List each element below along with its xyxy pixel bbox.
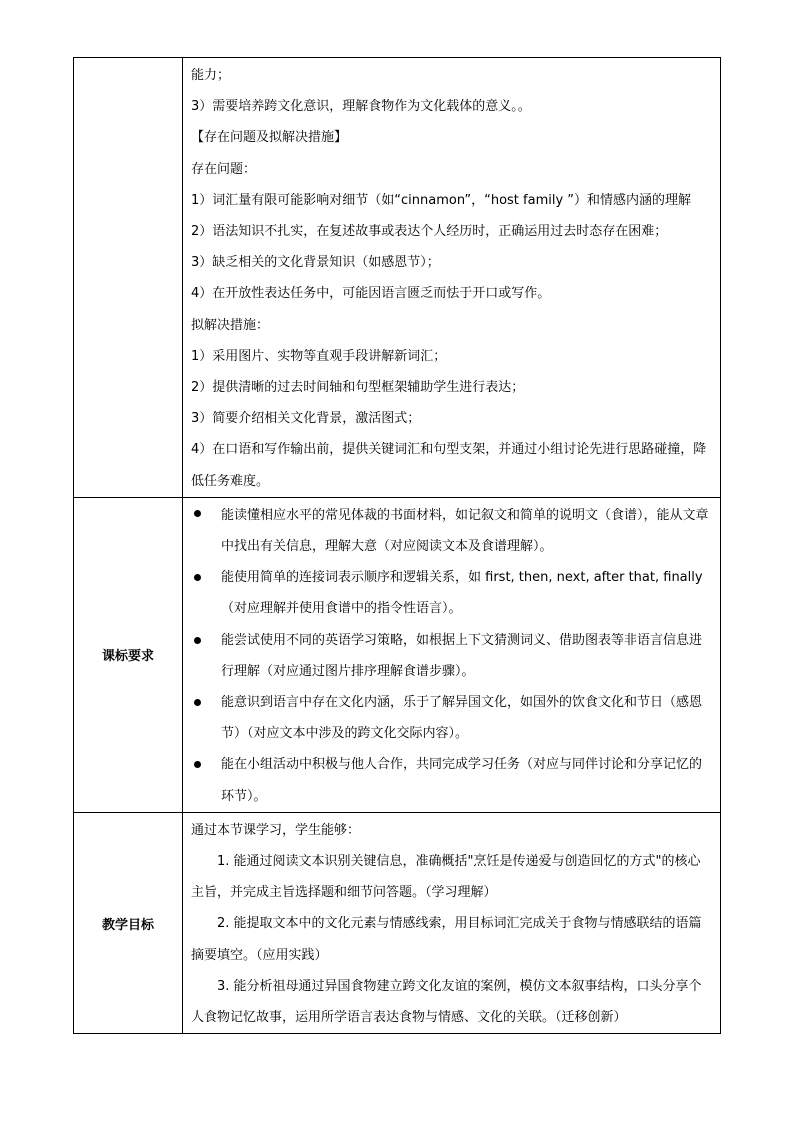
bullet-text: 能读懂相应水平的常见体裁的书面材料，如记叙文和简单的说明文（食谱），能从文章中找出有关信息，理解大意（对应阅读文本及食谱理解）。 <box>221 507 709 555</box>
bullet-icon <box>194 574 201 581</box>
bullet-text: 能意识到语言中存在文化内涵，乐于了解异国文化，如国外的饮食文化和节日（感恩节）（对应文本中涉及的跨文化交际内容）。 <box>221 695 703 742</box>
text-line: 3）需要培养跨文化意识，理解食物作为文化载体的意义。。 <box>191 99 531 115</box>
text-line: 能力； <box>191 68 231 83</box>
bullet-item <box>191 625 713 687</box>
curriculum-row <box>74 497 721 812</box>
bullet-icon <box>194 510 201 517</box>
solution-item: 2）提供清晰的过去时间轴和句型框架辅助学生进行表达； <box>191 380 525 396</box>
analysis-row <box>74 58 721 498</box>
bullet-item <box>191 687 713 749</box>
analysis-label-cell <box>74 58 183 498</box>
solution-item: 3）简要介绍相关文化背景，激活图式； <box>191 411 421 427</box>
objectives-content-cell <box>183 812 721 1033</box>
bullet-icon <box>194 761 201 768</box>
curriculum-content-cell <box>183 497 721 812</box>
bullet-item <box>191 562 713 624</box>
lesson-plan-table <box>73 57 721 1034</box>
objectives-label: 教学目标 <box>74 812 183 1033</box>
problem-item: 2）语法知识不扎实，在复述故事或表达个人经历时，正确运用过去时态存在困难； <box>191 224 668 240</box>
curriculum-label: 课标要求 <box>74 497 183 812</box>
solution-item: 1）采用图片、实物等直观手段讲解新词汇； <box>191 348 447 364</box>
problems-heading: 存在问题： <box>191 161 257 177</box>
objective-item: 1. 能通过阅读文本识别关键信息，准确概括"烹饪是传递爱与创造回忆的方式"的核心主旨，并完成主旨选择题和细节问答题。（学习理解） <box>191 854 701 901</box>
objective-item: 3. 能分析祖母通过异国食物建立跨文化友谊的案例，模仿文本叙事结构，口头分享个人食物记忆故事，运用所学语言表达食物与情感、文化的关联。（迁移创新） <box>191 978 702 1026</box>
problem-item: 4）在开放性表达任务中，可能因语言匮乏而怯于开口或写作。 <box>191 286 551 302</box>
solutions-heading: 拟解决措施： <box>191 317 270 333</box>
bullet-icon <box>194 637 201 644</box>
problem-item: 3）缺乏相关的文化背景知识（如感恩节）； <box>191 255 440 271</box>
objective-item: 2. 能提取文本中的文化元素与情感线索，用目标词汇完成关于食物与情感联结的语篇摘要填空。（应用实践） <box>191 916 702 963</box>
objectives-intro: 通过本节课学习，学生能够： <box>191 822 361 838</box>
bullet-item <box>191 498 713 562</box>
bullet-text: 能使用简单的连接词表示顺序和逻辑关系，如 first, then, next, after that, finally（对应理解并使用食谱中的指令性语言）。 <box>221 570 703 617</box>
problem-item: 1）词汇量有限可能影响对细节（如“cinnamon”，“host family ”）和情感内涵的理解 <box>191 192 692 208</box>
objectives-row <box>74 812 721 1033</box>
section-heading: 【存在问题及拟解决措施】 <box>191 130 348 146</box>
solution-item: 4）在口语和写作输出前，提供关键词汇和句型支架，并通过小组讨论先进行思路碰撞，降低任务难度。 <box>191 442 707 489</box>
analysis-content-cell <box>183 58 721 498</box>
bullet-item <box>191 749 713 811</box>
bullet-text: 能在小组活动中积极与他人合作，共同完成学习任务（对应与同伴讨论和分享记忆的环节）。 <box>221 757 703 804</box>
bullet-text: 能尝试使用不同的英语学习策略，如根据上下文猜测词义、借助图表等非语言信息进行理解（对应通过图片排序理解食谱步骤）。 <box>221 632 703 679</box>
bullet-icon <box>194 699 201 706</box>
